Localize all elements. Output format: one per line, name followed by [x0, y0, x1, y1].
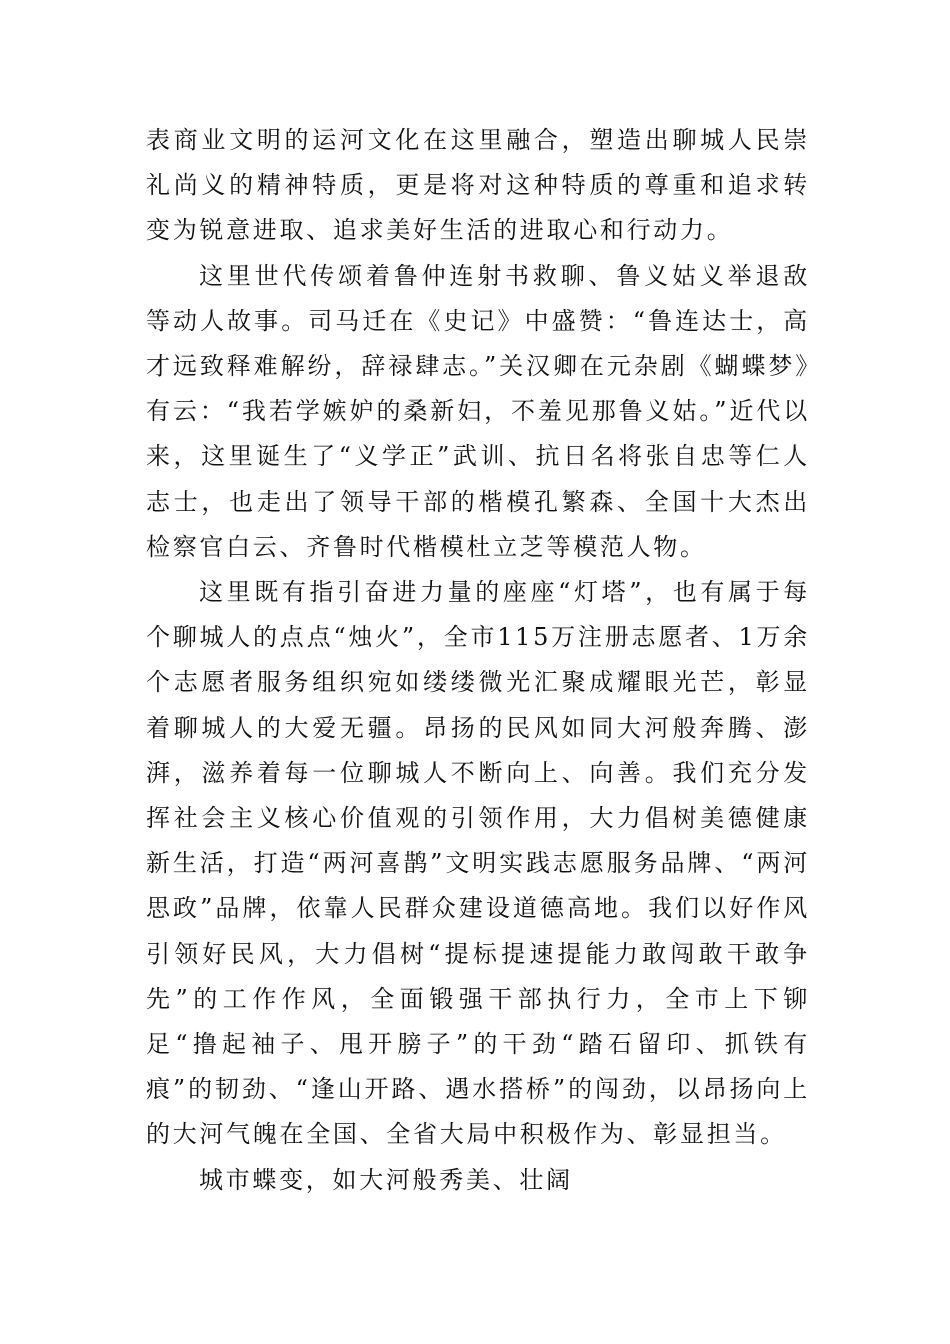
paragraph-1: 表商业文明的运河文化在这里融合，塑造出聊城人民崇礼尚义的精神特质，更是将对这种特质的尊重和追求转变为锐意进取、追求美好生活的进取心和行动力。	[146, 126, 810, 245]
body-text	[146, 118, 810, 1203]
paragraph-3: 这里既有指引奋进力量的座座“灯塔”，也有属于每个聊城人的点点“烛火”，全市115万注册志愿者、1万余个志愿者服务组织宛如缕缕微光汇聚成耀眼光芒，彰显着聊城人的大爱无疆。昂扬的民风如同大河般奔腾、澎湃，滋养着每一位聊城人不断向上、向善。我们充分发挥社会主义核心价值观的引领作用，大力倡树美德健康新生活，打造“两河喜鹊”文明实践志愿服务品牌、“两河思政”品牌，依靠人民群众建设道德高地。我们以好作风引领好民风，大力倡树“提标提速提能力敢闯敢干敢争先”的工作作风，全面锻强干部执行力，全市上下铆足“撸起袖子、甩开膀子”的干劲“踏石留印、抓铁有痕”的韧劲、“逢山开路、遇水搭桥”的闯劲，以昂扬向上的大河气魄在全国、全省大局中积极作为、彰显担当。	[146, 578, 810, 1149]
section-heading: 城市蝶变，如大河般秀美、壮阔	[199, 1165, 573, 1194]
paragraph-2: 这里世代传颂着鲁仲连射书救聊、鲁义姑义举退敌等动人故事。司马迁在《史记》中盛赞：“鲁连达士，高才远致释难解纷，辞禄肆志。”关汉卿在元杂剧《蝴蝶梦》有云：“我若学嫉妒的桑新妇，不羞见那鲁义姑。”近代以来，这里诞生了“义学正”武训、抗日名将张自忠等仁人志士，也走出了领导干部的楷模孔繁森、全国十大杰出检察官白云、齐鲁时代楷模杜立芝等模范人物。	[146, 261, 810, 561]
